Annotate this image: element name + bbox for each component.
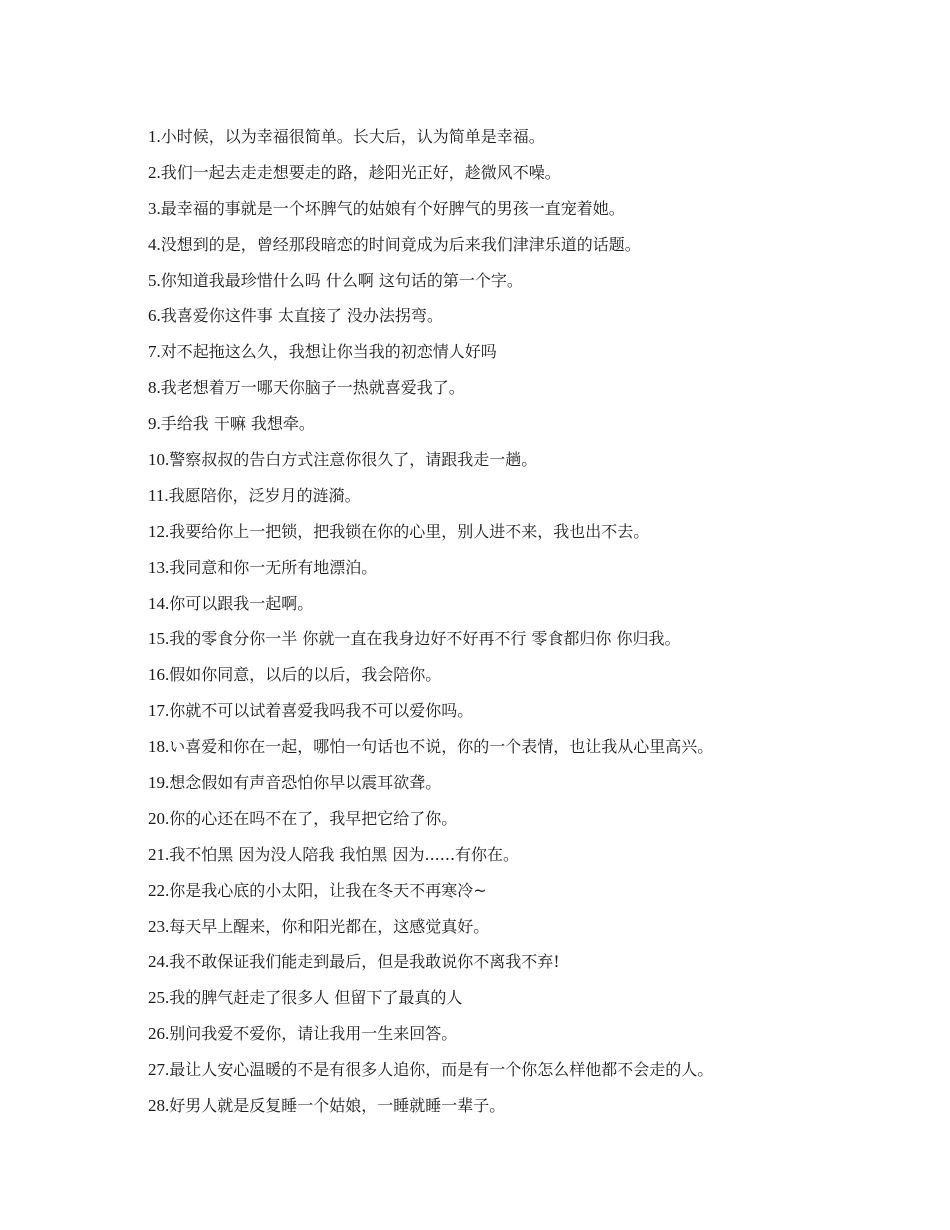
- item-number: 21.: [148, 844, 170, 864]
- list-item: [148, 949, 868, 985]
- item-text: 我不怕黑 因为没人陪我 我怕黑 因为......有你在。: [169, 844, 520, 864]
- item-number: 22.: [148, 880, 170, 900]
- item-number: 10.: [148, 450, 170, 470]
- item-text: 小时候，以为幸福很简单。长大后，认为简单是幸福。: [160, 127, 545, 146]
- item-text: 警察叔叔的告白方式注意你很久了，请跟我走一趟。: [169, 450, 538, 470]
- item-number: 11.: [148, 485, 169, 505]
- item-number: 25.: [148, 988, 170, 1008]
- item-text: 每天早上醒来，你和阳光都在，这感觉真好。: [169, 916, 490, 936]
- item-number: 26.: [148, 1024, 170, 1044]
- item-number: 27.: [148, 1060, 170, 1080]
- item-text: 我老想着万一哪天你脑子一热就喜爱我了。: [160, 378, 465, 398]
- item-number: 20.: [148, 808, 170, 828]
- item-number: 6.: [148, 306, 161, 326]
- item-text: 手给我 干嘛 我想牵。: [160, 414, 315, 434]
- item-number: 14.: [148, 593, 170, 613]
- item-number: 17.: [148, 701, 170, 721]
- list-item: [148, 232, 868, 268]
- item-number: 15.: [148, 629, 170, 649]
- list-item: [148, 591, 868, 627]
- list-item: [148, 914, 868, 950]
- item-number: 4.: [148, 234, 161, 254]
- item-text: 想念假如有声音恐怕你早以震耳欲聋。: [169, 773, 442, 793]
- item-text: 我的脾气赶走了很多人 但留下了最真的人: [169, 988, 463, 1008]
- list-item: [148, 698, 868, 734]
- list-item: [148, 447, 868, 483]
- item-text: 你知道我最珍惜什么吗 什么啊 这句话的第一个字。: [160, 270, 523, 290]
- item-text: 你是我心底的小太阳，让我在冬天不再寒冷~: [169, 880, 487, 900]
- item-text: 我要给你上一把锁，把我锁在你的心里，别人进不来，我也出不去。: [169, 521, 650, 541]
- item-text: 我们一起去走走想要走的路，趁阳光正好，趁微风不噪。: [160, 162, 561, 182]
- item-text: 最幸福的事就是一个坏脾气的姑娘有个好脾气的男孩一直宠着她。: [160, 198, 625, 218]
- item-number: 1.: [148, 127, 161, 146]
- list-item: [148, 770, 868, 806]
- item-text: 别问我爱不爱你，请让我用一生来回答。: [169, 1024, 458, 1044]
- item-number: 7.: [148, 342, 161, 362]
- list-item: [148, 662, 868, 698]
- list-item: [148, 339, 868, 375]
- list-item: [148, 806, 868, 842]
- list-item: [148, 519, 868, 555]
- item-text: 我同意和你一无所有地漂泊。: [169, 557, 378, 577]
- item-number: 28.: [148, 1096, 170, 1116]
- item-number: 24.: [148, 952, 170, 972]
- item-text: 没想到的是，曾经那段暗恋的时间竟成为后来我们津津乐道的话题。: [160, 234, 641, 254]
- item-number: 8.: [148, 378, 161, 398]
- list-item: [148, 160, 868, 196]
- item-text: 我的零食分你一半 你就一直在我身边好不好再不行 零食都归你 你归我。: [169, 629, 681, 649]
- list-item: [148, 303, 868, 339]
- item-text: 假如你同意，以后的以后，我会陪你。: [169, 665, 442, 685]
- item-number: 23.: [148, 916, 170, 936]
- item-number: 16.: [148, 665, 170, 685]
- list-item: [148, 1021, 868, 1057]
- item-text: い喜爱和你在一起，哪怕一句话也不说，你的一个表情，也让我从心里高兴。: [169, 737, 714, 757]
- item-number: 9.: [148, 414, 161, 434]
- list-item: [148, 734, 868, 770]
- item-text: 我愿陪你，泛岁月的涟漪。: [168, 485, 361, 505]
- item-number: 5.: [148, 270, 161, 290]
- list-item: [148, 411, 868, 447]
- list-item: [148, 268, 868, 304]
- list-item: [148, 196, 868, 232]
- quote-list: [148, 124, 868, 1129]
- item-text: 你可以跟我一起啊。: [169, 593, 314, 613]
- list-item: [148, 985, 868, 1021]
- item-text: 我不敢保证我们能走到最后，但是我敢说你不离我不弃!: [169, 952, 560, 972]
- item-text: 你的心还在吗不在了，我早把它给了你。: [169, 808, 458, 828]
- list-item: [148, 1057, 868, 1093]
- list-item: [148, 375, 868, 411]
- item-number: 19.: [148, 773, 170, 793]
- item-number: 13.: [148, 557, 170, 577]
- list-item: [148, 1093, 868, 1129]
- list-item: [148, 626, 868, 662]
- list-item: [148, 878, 868, 914]
- list-item: [148, 555, 868, 591]
- item-text: 我喜爱你这件事 太直接了 没办法拐弯。: [160, 306, 443, 326]
- item-text: 对不起拖这么久，我想让你当我的初恋情人好吗: [160, 342, 497, 362]
- item-text: 你就不可以试着喜爱我吗我不可以爱你吗。: [169, 701, 474, 721]
- item-number: 2.: [148, 162, 161, 182]
- item-number: 12.: [148, 521, 170, 541]
- list-item: [148, 842, 868, 878]
- list-item: [148, 483, 868, 519]
- item-number: 3.: [148, 198, 161, 218]
- list-item: [148, 124, 868, 160]
- item-text: 最让人安心温暖的不是有很多人追你，而是有一个你怎么样他都不会走的人。: [169, 1060, 714, 1080]
- item-number: 18.: [148, 737, 170, 757]
- item-text: 好男人就是反复睡一个姑娘，一睡就睡一辈子。: [169, 1096, 506, 1116]
